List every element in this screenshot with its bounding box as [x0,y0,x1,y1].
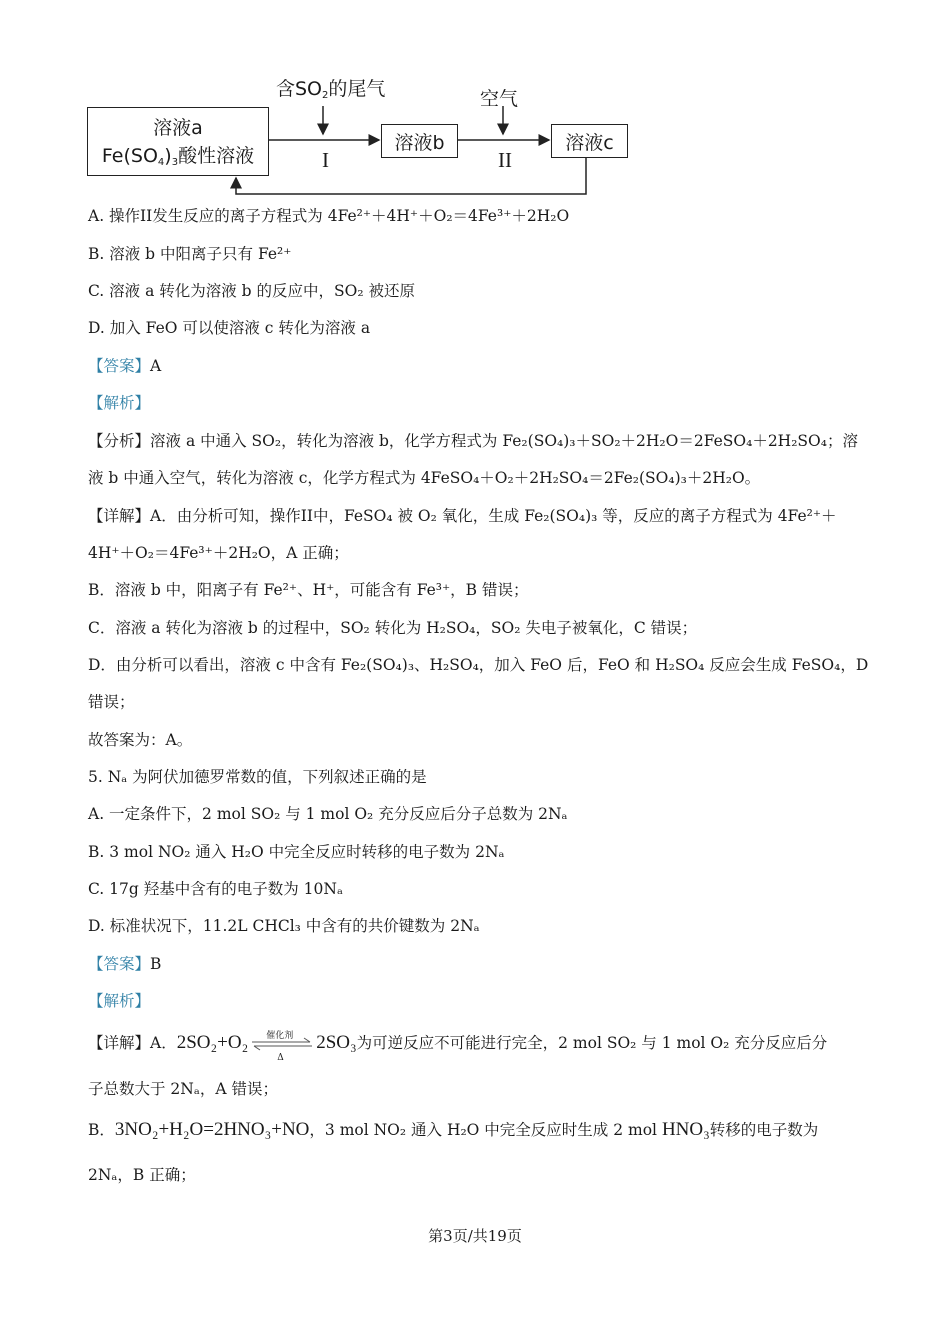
q4-option-c: C. 溶液 a 转化为溶液 b 的反应中，SO₂ 被还原 [88,282,415,300]
step-label-1: I [322,148,329,172]
q5-answer [88,954,161,974]
q4-detail-b: B．溶液 b 中，阳离子有 Fe²⁺、H⁺，可能含有 Fe³⁺，B 错误； [88,581,529,599]
q4-analysis-tag: 【解析】 [88,394,151,412]
box-solution-c [551,124,628,158]
q4-fenxi-1: 【分析】溶液 a 中通入 SO₂，转化为溶液 b，化学方程式为 Fe₂(SO₄)₃＋SO₂＋2H₂O＝2FeSO₄＋2H₂SO₄；溶 [88,432,858,450]
q5-detail-a2: 子总数大于 2Nₐ，A 错误； [88,1080,278,1098]
equation-right: 2SO₃ [316,1032,357,1053]
catalyst-label: 催化剂 [266,1031,294,1041]
q5-option-a: A. 一定条件下，2 mol SO₂ 与 1 mol O₂ 充分反应后分子总数为 2Nₐ [88,805,568,823]
q4-option-d: D. 加入 FeO 可以使溶液 c 转化为溶液 a [88,319,371,337]
q5-option-d: D. 标准状况下，11.2L CHCl₃ 中含有的共价键数为 2Nₐ [88,917,480,935]
input-label-so2: 含$SO_2$的尾气 [276,78,386,101]
box-b-label: 溶液b [394,131,445,154]
box-a-line1: 溶液a [153,116,203,139]
answer-tag: 【答案】 [88,357,151,375]
box-a-line2: $Fe(SO_4)_3$酸性溶液 [101,144,255,168]
box-solution-a [87,107,269,176]
reversible-arrow [248,1031,316,1063]
equation-hno3: HNO₃ [661,1119,710,1140]
q5-option-c: C. 17g 羟基中含有的电子数为 10Nₐ [88,880,343,898]
box-solution-b [381,124,458,158]
q4-detail-c: C．溶液 a 转化为溶液 b 的过程中，SO₂ 转化为 H₂SO₄，SO₂ 失电子被氧化，C 错误； [88,619,698,637]
step-label-2: II [498,148,512,172]
q4-answer [88,356,161,376]
q5-stem: 5. Nₐ 为阿伏加德罗常数的值，下列叙述正确的是 [88,768,427,786]
q4-option-b: B. 溶液 b 中阳离子只有 Fe²⁺ [88,245,292,263]
heat-label: Δ [277,1053,284,1063]
q4-detail-a1: 【详解】A．由分析可知，操作II中，FeSO₄ 被 O₂ 氧化，生成 Fe₂(SO₄)₃ 等，反应的离子方程式为 4Fe²⁺＋ [88,507,837,525]
page-footer: 第3页/共19页 [428,1227,522,1245]
q4-detail-d2: 错误； [88,693,135,711]
answer-value: A [150,357,162,375]
answer-tag: 【答案】 [88,955,151,973]
q4-conclusion: 故答案为：A。 [88,731,193,749]
equation-left: 2SO₂+O₂ [176,1032,249,1053]
q4-detail-a2: 4H⁺＋O₂＝4Fe³⁺＋2H₂O，A 正确； [88,544,349,562]
q5-detail-b1: B．3NO₂+H₂O=2HNO₃+NO，3 mol NO₂ 通入 H₂O 中完全反应时生成 2 mol HNO₃转移的电子数为 [88,1119,819,1140]
q5-detail-a1: 【详解】A．2SO₂+O₂ 催化剂 Δ 2SO₃为可逆反应不可能进行完全，2 mol SO₂ 与 1 mol O₂ 充分反应后分 [88,1033,827,1054]
q4-option-a: A. 操作II发生反应的离子方程式为 4Fe²⁺＋4H⁺＋O₂＝4Fe³⁺＋2H₂O [88,207,570,225]
answer-value: B [150,955,162,973]
q4-fenxi-2: 液 b 中通入空气，转化为溶液 c，化学方程式为 4FeSO₄＋O₂＋2H₂SO₄＝2Fe₂(SO₄)₃＋2H₂O。 [88,469,761,487]
q5-analysis-tag: 【解析】 [88,992,151,1010]
equation-nitrogen: 3NO₂+H₂O=2HNO₃+NO [114,1119,310,1140]
input-label-air: 空气 [480,88,519,110]
q5-detail-b2: 2Nₐ，B 正确； [88,1166,196,1184]
q5-option-b: B. 3 mol NO₂ 通入 H₂O 中完全反应时转移的电子数为 2Nₐ [88,843,505,861]
box-c-label: 溶液c [565,131,614,154]
arrow-c-to-a [236,157,586,194]
q4-detail-d1: D．由分析可以看出，溶液 c 中含有 Fe₂(SO₄)₃、H₂SO₄，加入 FeO 后，FeO 和 H₂SO₄ 反应会生成 FeSO₄，D [88,656,869,674]
